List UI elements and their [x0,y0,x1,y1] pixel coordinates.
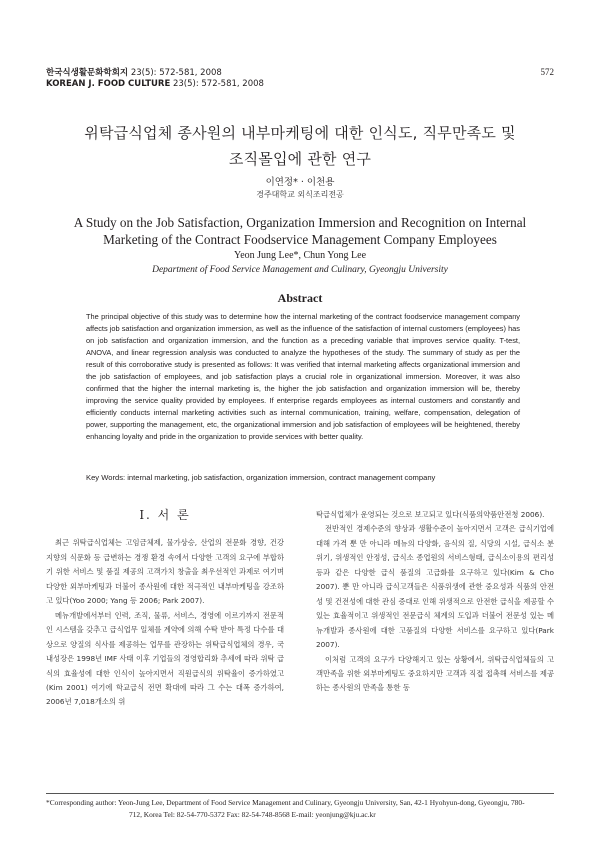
footnote-line-2: 712, Korea Tel: 82-54-770-5372 Fax: 82-54-748-8568 E-mail: yeonjung@kju.ac.kr [129,810,376,819]
keywords-text: internal marketing, job satisfaction, organization immersion, contract management company [127,473,436,482]
paragraph: 메뉴개발에서부터 인력, 조직, 물류, 서비스, 경영에 이르기까지 전문적인 시스템을 갖추고 급식업무 일체를 계약에 의해 수탁 받아 특정 다수를 대상으로 양질의 식사를 제공하는 업무를 관장하는 위탁급식업체의 경우, 국내성장은 1998년 IMF 사태 이후 기업들의 경영합리화 추세에 따라 위탁 급식의 효율성에 대한 인식이 높아지면서 직원급식의 위탁율이 증가하였고(Kim 2001) 여기에 학교급식 전면 확대에 따라 그 수는 대폭 증가하여, 2006년 7,018개소의 위 [46,610,284,707]
footnote [46,797,554,821]
affiliation-english: Department of Food Service Management and Culinary, Gyeongju University [152,265,448,275]
journal-citation-korean: 23(5): 572-581, 2008 [130,68,222,78]
footnote-line-1: *Corresponding author: Yeon-Jung Lee, Department of Food Service Management and Culinary, Gyeongju University, San, 42-1 Hyohyun-dong, Gyeongju, 780- [46,798,525,807]
paragraph: 전반적인 경제수준의 향상과 생활수준이 높아지면서 고객은 급식기업에 대해 가격 뿐 만 아니라 메뉴의 다양화, 음식의 질, 식당의 시설, 급식소 분위기, 위생적인 안정성, 급식소 종업원의 서비스형태, 급식소이용의 편리성 등과 같은 다양한 급식 품질의 고급화를 요구하고 있다(Kim & Cho 2007). 뿐 만 아니라 급식고객들은 식품위생에 관한 중요성과 식품의 안전성 및 건전성에 대한 관심 증대로 인해 위생적으로 안전한 급식을 제공할 수 있는 효율적이고 위생적인 전문급식 체계의 도입과 더불어 전문성 있는 메뉴개발과 종사원에 대한 고품질의 다양한 서비스를 요구하고 있다(Park 2007). [316,524,554,650]
affiliation-korean: 경주대학교 외식조리전공 [256,190,344,199]
keywords [86,473,520,482]
body-column-left [46,508,284,710]
abstract-heading: Abstract [277,291,323,305]
journal-citation-english: 23(5): 572-581, 2008 [172,79,264,89]
page-number: 572 [540,67,554,77]
journal-name-english: KOREAN J. FOOD CULTURE [46,79,171,89]
title-english-line-1: A Study on the Job Satisfaction, Organization Immersion and Recognition on Internal [73,215,527,230]
journal-header-english [46,79,264,89]
authors-english: Yeon Jung Lee*, Chun Yong Lee [233,250,367,261]
journal-name-korean: 한국식생활문화학회지 [46,68,129,78]
paragraph: 최근 위탁급식업체는 고임금체제, 물가상승, 산업의 전문화 경향, 건강 지향의 식문화 등 급변하는 경쟁 환경 속에서 다양한 고객의 요구에 부합하기 위한 서비스 및 품질 제공의 고객가치 창출을 최우선적인 과제로 여기며 다양한 외부마케팅과 더불어 종사원에 대한 적극적인 내부마케팅을 강조하고 있다(Yoo 2000; Yang 등 2006; Park 2007). [46,538,284,606]
title-english [40,214,560,248]
title-english-line-2: Marketing of the Contract Foodservice Management Company Employees [103,232,497,247]
authors-korean: 이연정* · 이천용 [265,177,335,188]
paragraph: 이처럼 고객의 요구가 다양해지고 있는 상황에서, 위탁급식업체들의 고객만족을 위한 외부마케팅도 중요하지만 고객과 직접 접촉해 서비스를 제공하는 종사원의 만족을 통한 동 [316,654,554,693]
keywords-label: Key Words: [86,473,126,482]
title-korean-line-2: 조직몰입에 관한 연구 [228,150,372,168]
section-heading: Ⅰ. 서 론 [139,508,191,522]
footnote-divider [46,793,554,794]
journal-header-korean [46,66,222,78]
abstract-body: The principal objective of this study was to determine how the internal marketing of the contract foodservice management company affects job satisfaction and organization immersion, as well as the influence of the satisfaction of internal customers (employees) has on job satisfaction and organization immersion, and the function as a preceding variable that improves service quality. T-test, ANOVA, and linear regression analysis was conducted to analyze the hypotheses of the study. The summary of study as per the result of this corroborative study is presented as follows: It was verified that internal marketing affects organizational immersion and the job satisfaction of employees, and job satisfaction plays a crucial role in organizational immersion. Moreover, it was also confirmed that the higher the internal marketing is, the higher the job satisfaction and organization immersion will be, thereby improving the service quality provided by employees. If enterprise regards employees as internal customers and constantly and efficiently conducts internal marketing activities such as internal communication, training, welfare, compensation, delegation of power, supporting the management, etc, the organizational immersion and job satisfaction of employees will be heightened, thereby enhancing loyalty and pride in the organization to provide services with better quality. [86,312,520,442]
paragraph: 탁급식업체가 운영되는 것으로 보고되고 있다(식품의약품안전청 2006). [316,510,545,519]
title-korean-line-1: 위탁급식업체 종사원의 내부마케팅에 대한 인식도, 직무만족도 및 [84,124,516,142]
title-korean [40,120,560,172]
body-column-right [316,508,554,696]
